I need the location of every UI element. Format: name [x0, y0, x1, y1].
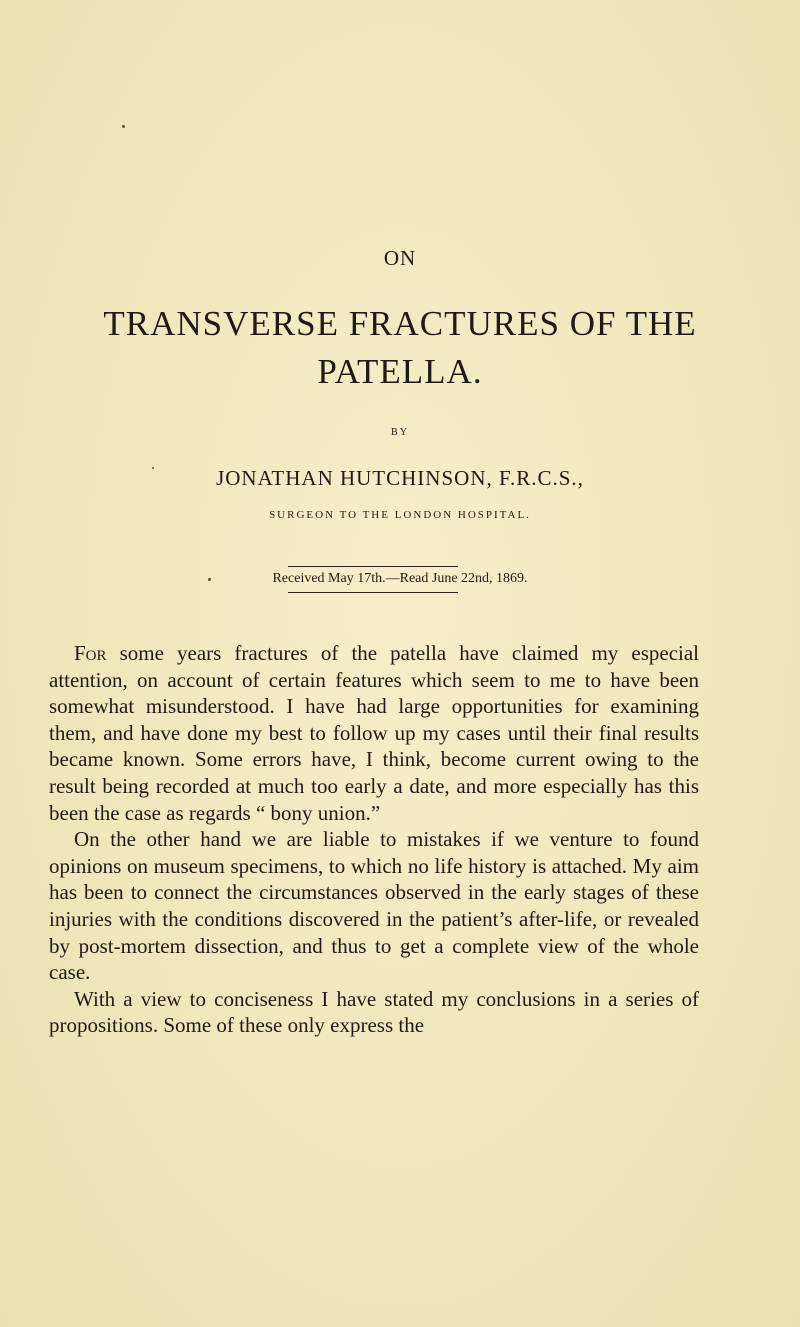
paragraph-2: On the other hand we are liable to mistakes if we venture to found opinions on museum specimens, to which no life history is attached. My aim has been to connect the circumstances observed in the early stages of these injuries with the conditions discovered in the patient’s after-life, or revealed by post-mortem dissection, and thus to get a complete view of the whole case.	[49, 827, 699, 985]
paper-speck	[152, 467, 154, 469]
divider-top	[288, 566, 458, 567]
paper-speck	[122, 125, 125, 128]
heading-on: ON	[383, 246, 417, 270]
author-name: JONATHAN HUTCHINSON, F.R.C.S.,	[216, 466, 584, 490]
paragraph-1	[49, 640, 699, 826]
author-position: SURGEON TO THE LONDON HOSPITAL.	[269, 509, 531, 521]
byline-by: BY	[391, 427, 409, 438]
paragraph-1-lead: For	[74, 641, 107, 665]
received-date-line: Received May 17th.—Read June 22nd, 1869.	[272, 571, 528, 586]
body-text	[49, 640, 699, 1039]
paragraph-3: With a view to conciseness I have stated my conclusions in a series of propositions. Some of these only express the	[49, 986, 699, 1038]
title-line-1: TRANSVERSE FRACTURES OF THE	[103, 304, 697, 343]
title-line-2: PATELLA.	[317, 352, 483, 391]
paragraph-1-text: some years fractures of the patella have claimed my especial attention, on account of certain features which seem to me to have been somewhat misunderstood. I have had large opportunities for examining them, and have done my best to follow up my cases until their final results became known. Some errors have, I think, become current owing to the result being recorded at much too early a date, and more especially has this been the case as regards “ bony union.”	[49, 641, 699, 825]
divider-bottom	[288, 592, 458, 593]
paper-speck	[208, 578, 211, 581]
